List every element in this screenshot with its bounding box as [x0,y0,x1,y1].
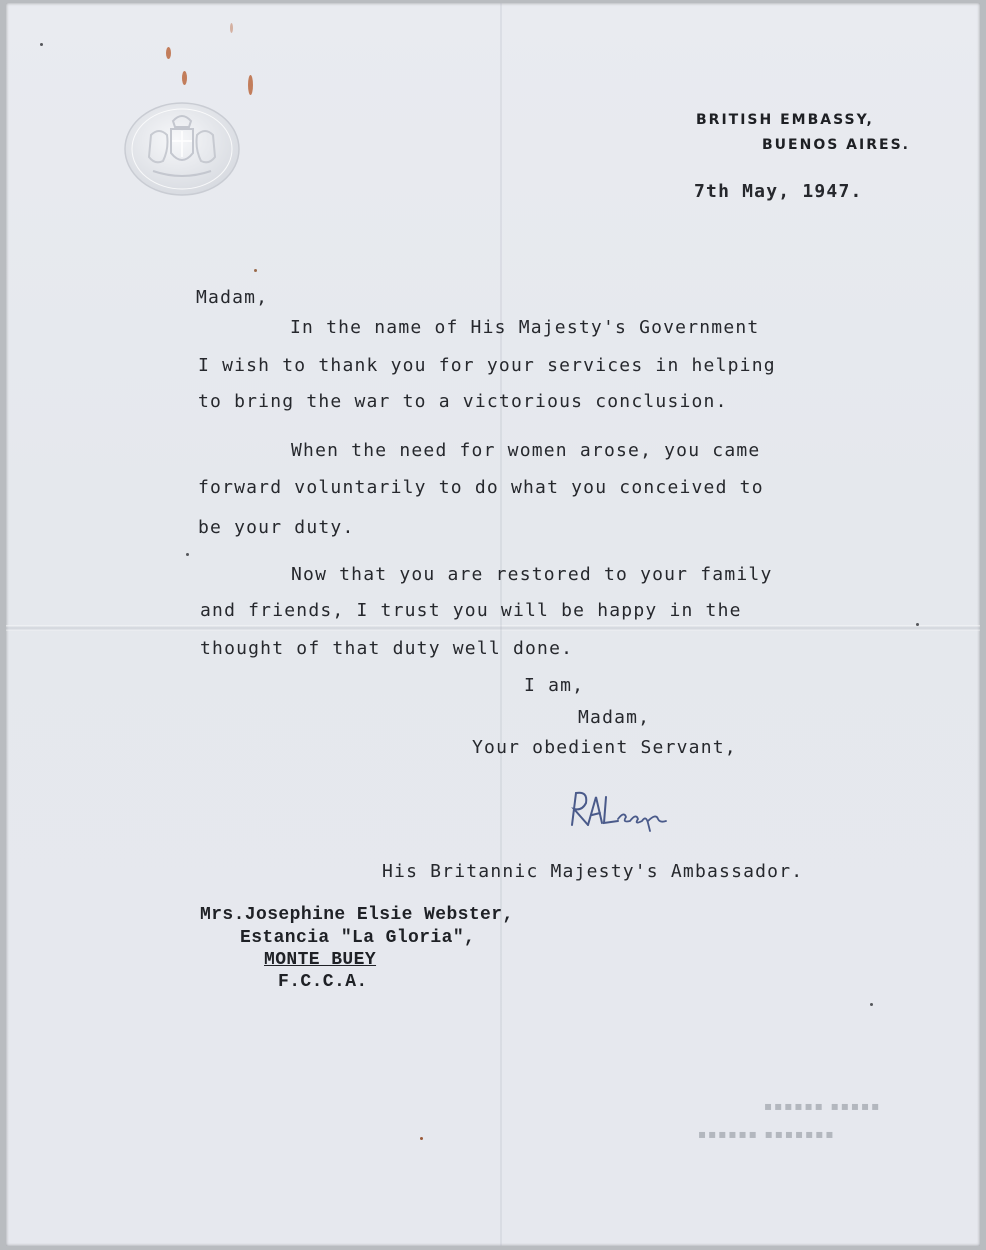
recipient-estancia: Estancia "La Gloria", [240,928,476,948]
paragraph-2-line-3: be your duty. [198,517,355,538]
paragraph-2-line-2: forward voluntarily to do what you conceived to [198,477,764,498]
paragraph-1-line-2: I wish to thank you for your services in helping [198,355,776,376]
paper-fold-vertical [500,3,502,1246]
letterhead-line-1: BRITISH EMBASSY, [696,112,874,128]
paper-speck [916,623,919,626]
signatory-title: His Britannic Majesty's Ambassador. [382,861,804,882]
paper-speck [420,1137,423,1140]
letter-date: 7th May, 1947. [694,181,863,202]
paragraph-1-line-1: In the name of His Majesty's Government [290,317,760,338]
closing-line-3: Your obedient Servant, [472,737,737,758]
letter-paper [6,3,980,1246]
closing-line-1: I am, [524,675,585,696]
paper-speck [254,269,257,272]
salutation: Madam, [196,287,269,308]
paper-speck [40,43,43,46]
rust-stain [166,47,171,59]
paper-speck [186,553,189,556]
handwritten-signature [566,787,676,837]
recipient-town: MONTE BUEY [264,950,377,970]
paper-speck [870,1003,873,1006]
paragraph-2-line-1: When the need for women arose, you came [291,440,761,461]
rust-stain [248,75,253,95]
closing-line-2: Madam, [578,707,651,728]
rust-stain [230,23,233,33]
show-through-letterhead: ▪▪▪▪▪▪▪ ▪▪▪▪▪▪ [696,1127,834,1141]
paragraph-3-line-3: thought of that duty well done. [200,638,574,659]
rust-stain [182,71,187,85]
embossed-coat-of-arms-seal [123,101,241,197]
paragraph-3-line-2: and friends, I trust you will be happy in the [200,600,742,621]
letterhead-line-2: BUENOS AIRES. [762,137,910,153]
recipient-name: Mrs.Josephine Elsie Webster, [200,905,514,925]
paragraph-3-line-1: Now that you are restored to your family [291,564,773,585]
paper-fold-horizontal [6,625,980,631]
show-through-letterhead: ▪▪▪▪▪ ▪▪▪▪▪▪ [762,1099,880,1113]
paragraph-1-line-3: to bring the war to a victorious conclusion. [198,391,728,412]
recipient-railway: F.C.C.A. [278,972,368,992]
